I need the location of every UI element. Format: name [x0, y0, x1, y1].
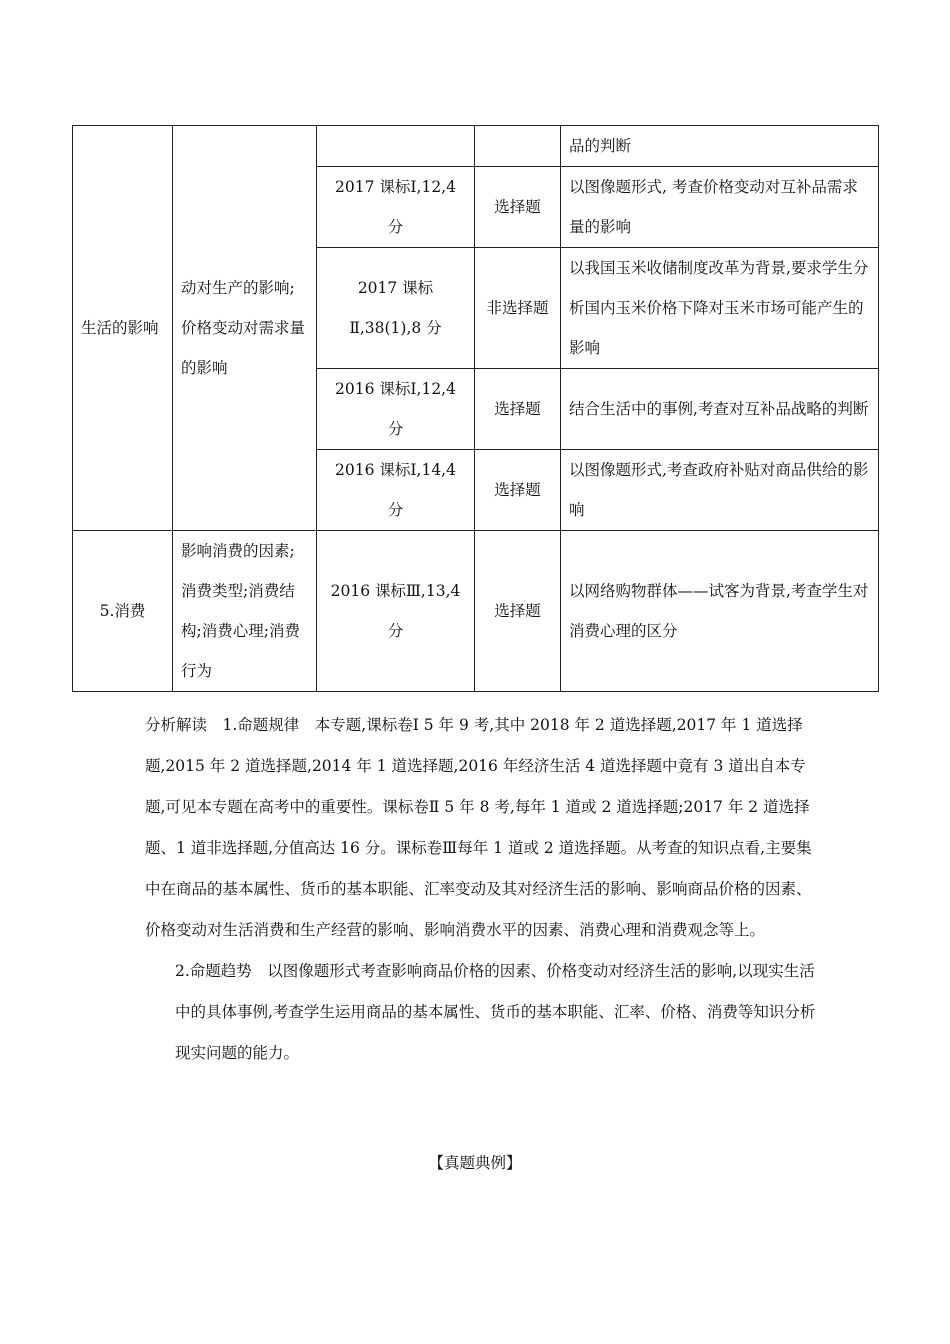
source-cell: 2017 课标Ⅰ,12,4 分: [317, 167, 475, 248]
analysis-paragraph-trend: 2.命题趋势 以图像题形式考查影响商品价格的因素、价格变动对经济生活的影响,以现实生活中的具体事例,考查学生运用商品的基本属性、货币的基本职能、汇率、价格、消费等知识分析现实问题的能力。: [175, 962, 816, 1062]
section-heading: 【真题典例】: [428, 1154, 522, 1172]
question-type-cell: 选择题: [475, 167, 561, 248]
topic-cell: 生活的影响: [73, 126, 173, 531]
question-type-cell: 选择题: [475, 531, 561, 692]
question-type-cell: 选择题: [475, 450, 561, 531]
source-cell: 2016 课标Ⅰ,12,4 分: [317, 369, 475, 450]
table-row: [73, 531, 879, 692]
description-cell: 以网络购物群体——试客为背景,考查学生对消费心理的区分: [561, 531, 879, 692]
source-cell: 2017 课标Ⅱ,38(1),8 分: [317, 248, 475, 369]
knowledge-points-cell: 影响消费的因素;消费类型;消费结构;消费心理;消费行为: [173, 531, 317, 692]
description-cell: 以图像题形式,考查政府补贴对商品供给的影响: [561, 450, 879, 531]
exam-analysis-table: [72, 125, 879, 692]
source-cell: 2016 课标Ⅰ,14,4 分: [317, 450, 475, 531]
analysis-paragraph-rules: 分析解读 1.命题规律 本专题,课标卷Ⅰ 5 年 9 考,其中 2018 年 2 道选择题,2017 年 1 道选择题,2015 年 2 道选择题,2014 年 1 道选择题,2016 年经济生活 4 道选择题中竟有 3 道出自本专题,可见本专题在高考中的重要性。课标卷Ⅱ 5 年 8 考,每年 1 道或 2 道选择题;2017 年 2 道选择题、1 道非选择题,分值高达 16 分。课标卷Ⅲ每年 1 道或 2 道选择题。从考查的知识点看,主要集中在商品的基本属性、货币的基本职能、汇率变动及其对经济生活的影响、影响商品价格的因素、价格变动对生活消费和生产经营的影响、影响消费水平的因素、消费心理和消费观念等上。: [145, 716, 812, 939]
description-cell: 以我国玉米收储制度改革为背景,要求学生分析国内玉米价格下降对玉米市场可能产生的影响: [561, 248, 879, 369]
analysis-section: [145, 705, 825, 1074]
description-cell: 品的判断: [561, 126, 879, 167]
table-row: [73, 126, 879, 167]
description-cell: 结合生活中的事例,考查对互补品战略的判断: [561, 369, 879, 450]
topic-cell: 5.消费: [73, 531, 173, 692]
source-cell: [317, 126, 475, 167]
question-type-cell: 非选择题: [475, 248, 561, 369]
description-cell: 以图像题形式, 考查价格变动对互补品需求量的影响: [561, 167, 879, 248]
question-type-cell: [475, 126, 561, 167]
question-type-cell: 选择题: [475, 369, 561, 450]
source-cell: 2016 课标Ⅲ,13,4 分: [317, 531, 475, 692]
knowledge-points-cell: 动对生产的影响;价格变动对需求量的影响: [173, 126, 317, 531]
